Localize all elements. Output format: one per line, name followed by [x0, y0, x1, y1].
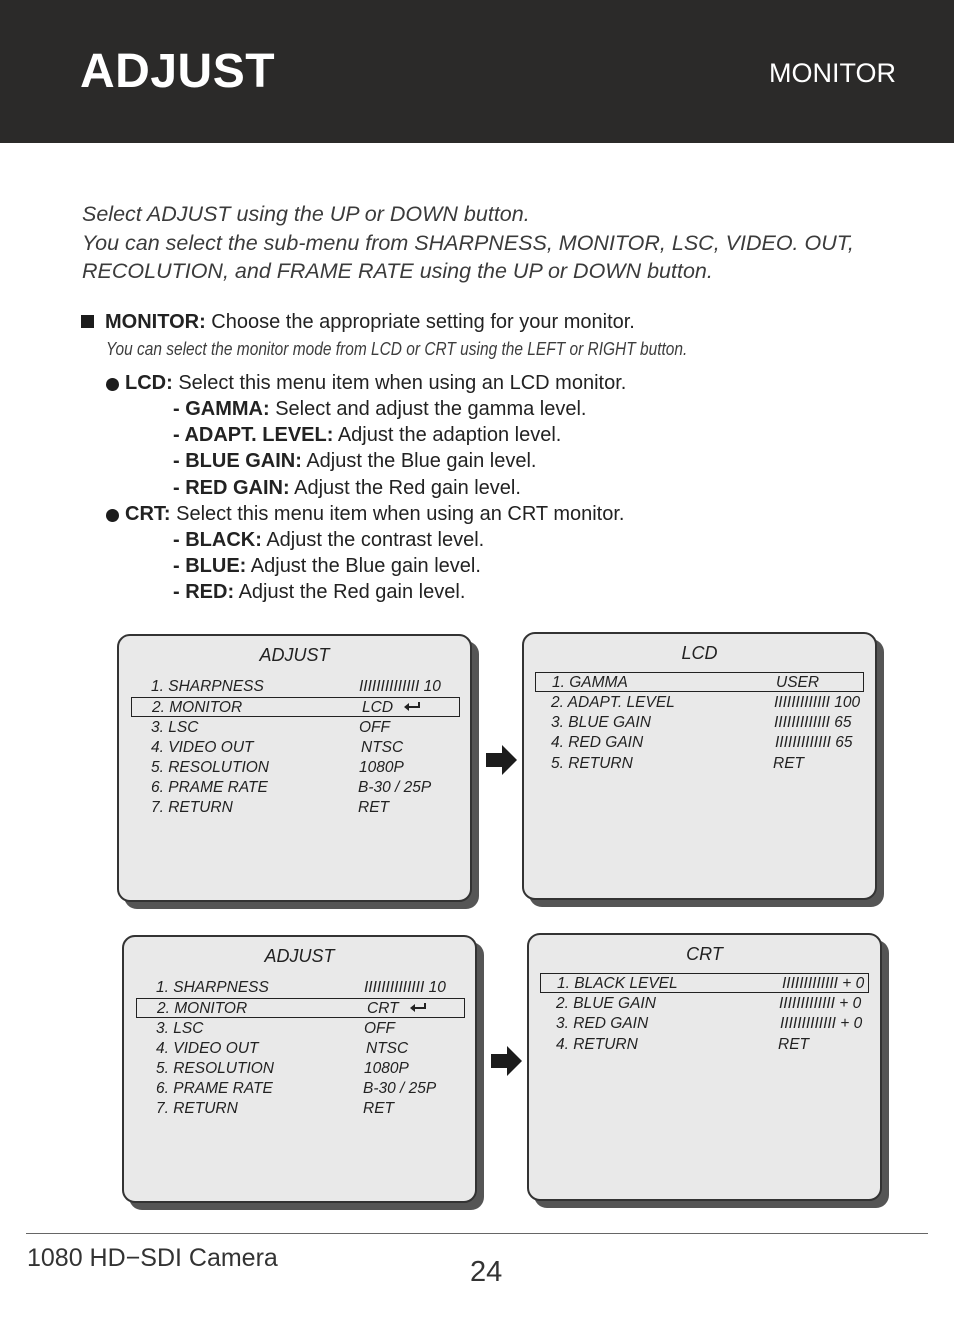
- intro-line: You can select the sub-menu from SHARPNESS, MONITOR, LSC, VIDEO. OUT,: [82, 230, 854, 255]
- osd-row-value: RET: [363, 1100, 394, 1117]
- osd-row: [529, 1035, 880, 1055]
- monitor-note: You can select the monitor mode from LCD or CRT using the LEFT or RIGHT button.: [106, 339, 688, 359]
- osd-row: [524, 754, 875, 774]
- arrow-right-icon: [486, 745, 518, 775]
- osd-crt-screen: [527, 933, 882, 1201]
- osd-row: [524, 713, 875, 733]
- osd-row-label: 3. LSC: [156, 1020, 204, 1037]
- lcd-text: Select this menu item when using an LCD monitor.: [172, 372, 627, 394]
- osd-row-label: 1. SHARPNESS: [156, 979, 269, 996]
- osd-row-value: NTSC: [361, 739, 404, 756]
- osd-row-label: 6. PRAME RATE: [151, 779, 268, 796]
- page-number: 24: [470, 1256, 503, 1288]
- osd-row: [524, 733, 875, 753]
- arrow-right-icon: [491, 1046, 523, 1076]
- enter-icon: [403, 701, 421, 713]
- osd-row-value: LCD: [362, 699, 394, 716]
- osd-row-value: OFF: [359, 719, 390, 736]
- osd-title: LCD: [681, 643, 718, 663]
- lcd-item-gamma: [173, 398, 587, 421]
- osd-row-selected[interactable]: [535, 672, 864, 692]
- osd-row: [119, 718, 470, 738]
- crt-text: Select this menu item when using an CRT monitor.: [170, 503, 625, 525]
- osd-row-label: 2. ADAPT. LEVEL: [551, 694, 675, 711]
- osd-row-label: 2. BLUE GAIN: [556, 995, 656, 1012]
- osd-row: [119, 758, 470, 778]
- item-term: - RED:: [173, 581, 235, 603]
- lcd-item-red-gain: [173, 477, 521, 500]
- item-text: Adjust the Red gain level.: [234, 581, 466, 603]
- osd-row-selected[interactable]: [131, 697, 460, 717]
- item-text: Adjust the Blue gain level.: [301, 450, 537, 472]
- item-text: Adjust the contrast level.: [261, 529, 485, 551]
- osd-row-value: IIIIIIIIIIIII 65: [774, 714, 852, 731]
- lcd-item-adapt-level: [173, 424, 561, 447]
- osd-row: [124, 978, 475, 998]
- osd-row-value: 1080P: [359, 759, 404, 776]
- item-text: Adjust the Blue gain level.: [246, 555, 481, 577]
- osd-row-label: 1. BLACK LEVEL: [557, 975, 678, 992]
- osd-row-value: IIIIIIIIIIIIII 10: [359, 678, 441, 695]
- osd-row-label: 5. RESOLUTION: [156, 1060, 274, 1077]
- lcd-item-blue-gain: [173, 450, 537, 473]
- osd-row: [529, 994, 880, 1014]
- osd-row: [119, 798, 470, 818]
- osd-row-value: IIIIIIIIIIIII + 0: [779, 995, 862, 1012]
- osd-row: [119, 738, 470, 758]
- crt-item-red: [173, 581, 465, 604]
- bullet-icon: [106, 509, 119, 522]
- osd-lcd-screen: [522, 632, 877, 900]
- osd-row-label: 3. LSC: [151, 719, 199, 736]
- osd-row: [124, 1059, 475, 1079]
- osd-row: [124, 1039, 475, 1059]
- enter-icon: [409, 1002, 427, 1014]
- osd-row: [524, 693, 875, 713]
- intro-line: RECOLUTION, and FRAME RATE using the UP or DOWN button.: [82, 259, 713, 283]
- osd-row-label: 2. MONITOR: [152, 699, 243, 716]
- osd-row-label: 2. MONITOR: [157, 1000, 248, 1017]
- intro-line: Select ADJUST using the UP or DOWN button.: [82, 202, 530, 226]
- osd-row-value: RET: [358, 799, 389, 816]
- osd-adjust-crt-screen: [122, 935, 477, 1203]
- osd-row-label: 5. RETURN: [551, 755, 633, 772]
- osd-row-label: 7. RETURN: [151, 799, 233, 816]
- page-header: [0, 0, 954, 143]
- crt-item-blue: [173, 555, 481, 578]
- osd-row-value: B-30 / 25P: [358, 779, 432, 796]
- osd-row: [119, 677, 470, 697]
- osd-row-selected[interactable]: [136, 998, 465, 1018]
- crt-term: CRT:: [125, 503, 171, 525]
- item-term: - RED GAIN:: [173, 477, 290, 499]
- osd-row-label: 4. VIDEO OUT: [156, 1040, 259, 1057]
- osd-row-value: CRT: [367, 1000, 399, 1017]
- item-text: Adjust the adaption level.: [333, 424, 562, 446]
- osd-row-value: NTSC: [366, 1040, 409, 1057]
- page-title: ADJUST: [80, 45, 276, 98]
- lcd-term: LCD:: [125, 372, 173, 394]
- square-bullet-icon: [81, 315, 94, 328]
- osd-row-label: 5. RESOLUTION: [151, 759, 269, 776]
- item-term: - BLACK:: [173, 529, 262, 551]
- osd-row-label: 3. BLUE GAIN: [551, 714, 651, 731]
- osd-row-label: 1. SHARPNESS: [151, 678, 264, 695]
- intro-text: [82, 200, 902, 286]
- osd-row-label: 3. RED GAIN: [556, 1015, 649, 1032]
- osd-row-label: 6. PRAME RATE: [156, 1080, 273, 1097]
- osd-title: ADJUST: [264, 946, 335, 966]
- osd-title: ADJUST: [259, 645, 330, 665]
- bullet-icon: [106, 378, 119, 391]
- osd-row-label: 4. VIDEO OUT: [151, 739, 254, 756]
- monitor-description: [105, 311, 635, 334]
- osd-row-label: 1. GAMMA: [552, 674, 628, 691]
- lcd-description: [125, 372, 626, 395]
- item-text: Adjust the Red gain level.: [289, 477, 521, 499]
- osd-row-value: B-30 / 25P: [363, 1080, 437, 1097]
- osd-row: [124, 1079, 475, 1099]
- section-name: MONITOR: [769, 58, 896, 88]
- osd-row-value: IIIIIIIIIIIII 65: [775, 734, 853, 751]
- crt-item-black: [173, 529, 484, 552]
- osd-row: [119, 778, 470, 798]
- footer-product-name: 1080 HD−SDI Camera: [27, 1244, 278, 1272]
- item-term: - BLUE:: [173, 555, 247, 577]
- osd-row: [124, 1019, 475, 1039]
- osd-adjust-lcd-screen: [117, 634, 472, 902]
- osd-row-value: RET: [773, 755, 804, 772]
- monitor-text: Choose the appropriate setting for your monitor.: [205, 311, 635, 333]
- item-term: - GAMMA:: [173, 398, 270, 420]
- crt-description: [125, 503, 624, 526]
- osd-title: CRT: [686, 944, 723, 964]
- item-text: Select and adjust the gamma level.: [269, 398, 587, 420]
- monitor-term: MONITOR:: [105, 311, 206, 333]
- osd-row-value: USER: [776, 674, 820, 691]
- osd-row-value: 1080P: [364, 1060, 409, 1077]
- osd-row-selected[interactable]: [540, 973, 869, 993]
- osd-row-value: OFF: [364, 1020, 395, 1037]
- item-term: - ADAPT. LEVEL:: [173, 424, 334, 446]
- osd-row-value: IIIIIIIIIIIII + 0: [780, 1015, 863, 1032]
- item-term: - BLUE GAIN:: [173, 450, 302, 472]
- osd-row-value: IIIIIIIIIIIII 100: [774, 694, 861, 711]
- osd-row: [124, 1099, 475, 1119]
- osd-row-label: 4. RED GAIN: [551, 734, 644, 751]
- osd-row-value: RET: [778, 1036, 809, 1053]
- osd-row-value: IIIIIIIIIIIIII 10: [364, 979, 446, 996]
- osd-row: [529, 1014, 880, 1034]
- osd-row-label: 4. RETURN: [556, 1036, 638, 1053]
- osd-row-label: 7. RETURN: [156, 1100, 238, 1117]
- osd-row-value: IIIIIIIIIIIII + 0: [782, 975, 865, 992]
- footer-divider: [26, 1233, 928, 1234]
